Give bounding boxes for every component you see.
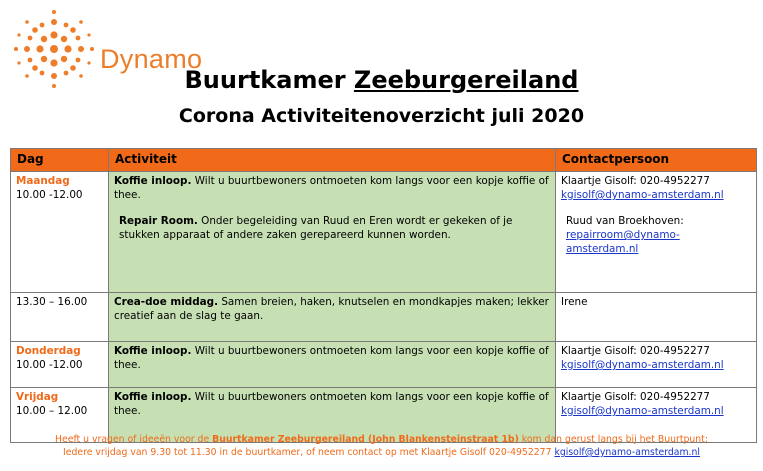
- contact-email-link[interactable]: kgisolf@dynamo-amsterdam.nl: [561, 405, 724, 417]
- day-cell: [11, 293, 109, 342]
- activity-text: Wilt u buurtbewoners ontmoeten kom langs voor een kopje koffie of thee.: [114, 175, 549, 201]
- page-subtitle: Corona Activiteitenoverzicht juli 2020: [178, 105, 585, 127]
- footer-text: kom dan gerust langs bij het Buurtpunt:: [518, 434, 708, 445]
- activity-text: Samen breien, haken, knutselen en mondkapjes maken; lekker creatief aan de slag te gaan.: [114, 296, 549, 322]
- contact-cell: [556, 342, 757, 388]
- contact-email-link[interactable]: kgisolf@dynamo-amsterdam.nl: [561, 189, 724, 201]
- header-contact: Contactpersoon: [556, 149, 757, 172]
- page-title: [0, 66, 763, 94]
- activity-cell: [109, 172, 556, 293]
- contact-cell: [556, 293, 757, 342]
- time-label: 10.00 -12.00: [16, 189, 83, 201]
- table-row: [11, 342, 757, 388]
- footer-text: Heeft u vragen of ideeën voor de: [55, 434, 213, 445]
- time-label: 10.00 -12.00: [16, 359, 83, 371]
- contact-name: Ruud van Broekhoven:: [566, 215, 684, 227]
- activities-table: [10, 148, 757, 443]
- header-activity: Activiteit: [109, 149, 556, 172]
- footer-email-link[interactable]: kgisolf@dynamo-amsterdam.nl: [554, 447, 700, 458]
- activity-cell: [109, 342, 556, 388]
- email-part[interactable]: amsterdam.nl: [566, 243, 639, 255]
- footer-note: [0, 433, 763, 459]
- contact-email-link[interactable]: [561, 228, 751, 256]
- logo-brand-text: Dynamo: [100, 44, 203, 74]
- activity-text: Onder begeleiding van Ruud en Eren wordt er gekeken of je stukken apparaat of andere zaken gerepareerd kunnen worden.: [119, 215, 513, 241]
- email-part[interactable]: repairroom@dynamo-: [566, 229, 680, 241]
- contact-name: Klaartje Gisolf: 020-4952277: [561, 345, 710, 357]
- day-cell: [11, 342, 109, 388]
- table-row: [11, 172, 757, 293]
- activity-description: [114, 214, 550, 242]
- activity-text: Wilt u buurtbewoners ontmoeten kom langs voor een kopje koffie of thee.: [114, 345, 549, 371]
- contact-email-link[interactable]: kgisolf@dynamo-amsterdam.nl: [561, 359, 724, 371]
- activity-text: Wilt u buurtbewoners ontmoeten kom langs voor een kopje koffie of thee.: [114, 391, 549, 417]
- activity-title: Koffie inloop.: [114, 175, 192, 187]
- contact-name: Klaartje Gisolf: 020-4952277: [561, 391, 710, 403]
- activity-description: [114, 174, 550, 202]
- activity-title: Crea-doe middag.: [114, 296, 219, 308]
- activity-title: Koffie inloop.: [114, 345, 192, 357]
- day-label: Maandag: [16, 175, 70, 187]
- activity-title: Repair Room.: [119, 215, 198, 227]
- contact-cell: [556, 172, 757, 293]
- title-part2: Zeeburgereiland: [353, 66, 579, 94]
- title-part1: Buurtkamer: [184, 66, 354, 94]
- table-row: [11, 293, 757, 342]
- contact-name: Irene: [561, 296, 588, 308]
- footer-line1: [55, 434, 708, 445]
- time-label: 13.30 – 16.00: [16, 296, 88, 308]
- table-header-row: [11, 149, 757, 172]
- footer-text: Iedere vrijdag van 9.30 tot 11.30 in de buurtkamer, of neem contact op met Klaartje Gisolf 020-4952277: [63, 447, 555, 458]
- footer-line2: [63, 447, 700, 458]
- contact-name: Klaartje Gisolf: 020-4952277: [561, 175, 710, 187]
- day-cell: [11, 172, 109, 293]
- header-day: Dag: [11, 149, 109, 172]
- footer-location: Buurtkamer Zeeburgereiland (John Blankensteinstraat 1b): [212, 434, 519, 445]
- time-label: 10.00 – 12.00: [16, 405, 88, 417]
- day-label: Donderdag: [16, 345, 81, 357]
- day-label: Vrijdag: [16, 391, 59, 403]
- activity-cell: [109, 293, 556, 342]
- activity-title: Koffie inloop.: [114, 391, 192, 403]
